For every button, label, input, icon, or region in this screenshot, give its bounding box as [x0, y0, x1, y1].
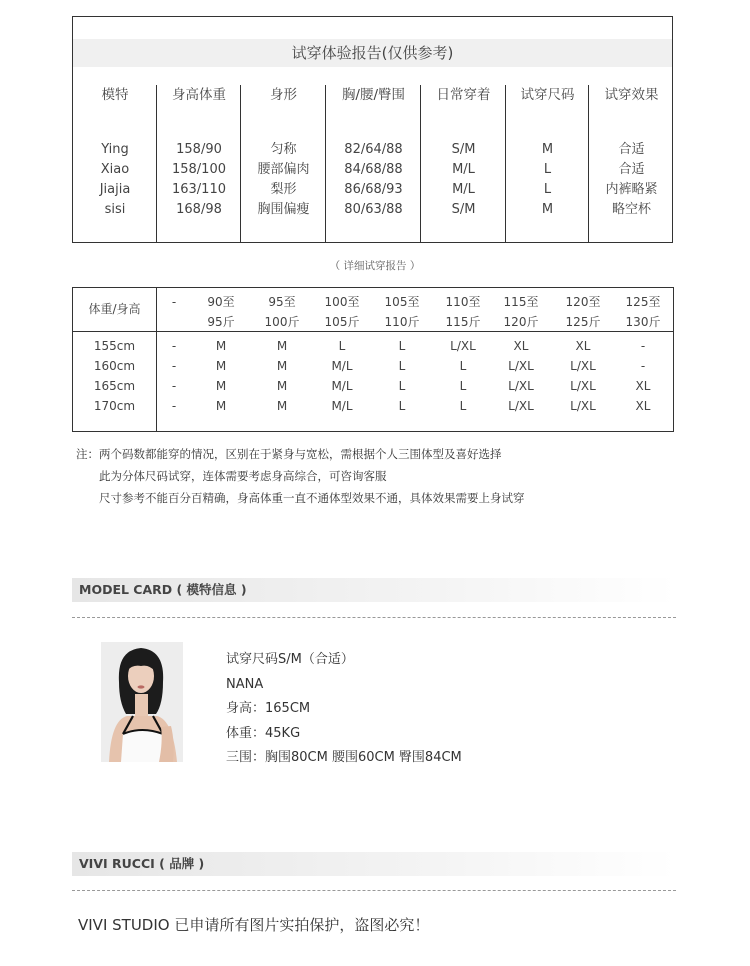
- table-cell: 80/63/88: [344, 202, 403, 217]
- notes: [76, 443, 525, 509]
- size-cell: -: [640, 359, 646, 373]
- table-cell: 82/64/88: [344, 142, 403, 157]
- table-cell: 梨形: [270, 182, 297, 197]
- weight-range-label: 95至: [268, 295, 296, 309]
- size-cell: L: [398, 339, 406, 353]
- column-header: 试穿尺码: [520, 87, 575, 103]
- size-cell: -: [640, 339, 646, 353]
- weight-range-header: [613, 292, 673, 332]
- column-divider: [588, 85, 589, 242]
- size-cell: M: [215, 339, 227, 353]
- table-cell: 86/68/93: [344, 182, 403, 197]
- weight-range-label: 110至: [445, 295, 481, 309]
- size-cell: M/L: [331, 359, 353, 373]
- note-line: 尺寸参考不能百分百精确，身高体重一直不通体型效果不通，具体效果需要上身试穿: [99, 491, 525, 505]
- table-cell: 合适: [618, 142, 645, 157]
- table-cell: Ying: [101, 142, 129, 157]
- size-cell: XL: [513, 339, 529, 353]
- weight-range-header: [491, 292, 551, 332]
- weight-range-label: 125至: [625, 295, 661, 309]
- table-cell: sisi: [104, 202, 126, 217]
- table-cell: L: [543, 182, 552, 197]
- column-header: 身形: [270, 87, 297, 103]
- size-cell: L/XL: [508, 379, 534, 393]
- size-cell: L: [459, 359, 467, 373]
- weight-range-label: 90至: [207, 295, 235, 309]
- copyright-notice: VIVI STUDIO 已申请所有图片实拍保护，盗图必究！: [78, 916, 430, 934]
- height-label: 160cm: [93, 359, 136, 373]
- column-body-shape: [241, 85, 326, 242]
- height-label: 155cm: [93, 339, 136, 353]
- size-cell: L: [398, 359, 406, 373]
- model-height: 身高：165CM: [226, 701, 311, 716]
- model-info: [226, 648, 462, 771]
- size-cell: L/XL: [508, 359, 534, 373]
- size-cell: L/XL: [508, 399, 534, 413]
- column-divider: [325, 85, 326, 242]
- brand-title: VIVI RUCCI ( 品牌 ): [79, 856, 205, 871]
- table-cell: S/M: [451, 142, 476, 157]
- table-cell: M: [541, 142, 554, 157]
- column-divider: [240, 85, 241, 242]
- model-size: 试穿尺码S/M（合适）: [226, 652, 354, 667]
- weight-range-label: 95斤: [207, 315, 235, 329]
- size-cell: -: [171, 359, 177, 373]
- model-name: NANA: [226, 676, 264, 692]
- weight-range-label: -: [171, 295, 177, 309]
- table-cell: 158/90: [176, 142, 222, 157]
- column-tried-size: [506, 85, 589, 242]
- size-cell: M/L: [331, 399, 353, 413]
- table-cell: 胸围偏瘦: [257, 202, 310, 217]
- weight-range-label: 105斤: [324, 315, 360, 329]
- table-cell: 略空杯: [611, 202, 651, 217]
- weight-range-header: [372, 292, 432, 332]
- model-photo: [101, 642, 183, 762]
- column-header: 日常穿着: [436, 87, 491, 103]
- weight-range-header: [553, 292, 613, 332]
- column-measurements: [326, 85, 421, 242]
- table-cell: 合适: [618, 162, 645, 177]
- size-cell: XL: [575, 339, 591, 353]
- fit-report-title: 试穿体验报告(仅供参考): [73, 39, 672, 67]
- note-line: 此为分体尺码试穿，连体需要考虑身高综合，可咨询客服: [99, 469, 387, 483]
- weight-range-header: [252, 292, 312, 332]
- size-cell: XL: [635, 399, 651, 413]
- table-cell: 168/98: [176, 202, 222, 217]
- size-cell: -: [171, 399, 177, 413]
- table-cell: M/L: [452, 162, 475, 177]
- height-label: 165cm: [93, 379, 136, 393]
- size-cell: L: [459, 379, 467, 393]
- table-cell: L: [543, 162, 552, 177]
- column-header: 试穿效果: [604, 87, 659, 103]
- table-cell: 内裤略紧: [605, 182, 658, 197]
- model-weight: 体重：45KG: [226, 725, 301, 741]
- size-cell: -: [171, 379, 177, 393]
- size-table: [72, 287, 674, 432]
- weight-range-label: 105至: [384, 295, 420, 309]
- size-cell: L: [338, 339, 346, 353]
- model-measurements: 三围：胸围80CM 腰围60CM 臀围84CM: [226, 750, 462, 765]
- size-cell: M/L: [331, 379, 353, 393]
- column-height-weight: [157, 85, 241, 242]
- weight-range-label: 120斤: [503, 315, 539, 329]
- dashed-divider: [72, 617, 676, 618]
- size-cell: L: [398, 379, 406, 393]
- table-cell: S/M: [451, 202, 476, 217]
- size-cell: L/XL: [450, 339, 476, 353]
- size-cell: L: [459, 399, 467, 413]
- dashed-divider: [72, 890, 676, 891]
- column-header: 胸/腰/臀围: [341, 87, 406, 103]
- column-divider: [505, 85, 506, 242]
- size-cell: -: [171, 339, 177, 353]
- weight-range-header: [312, 292, 372, 332]
- size-cell: M: [215, 399, 227, 413]
- weight-range-label: 100至: [324, 295, 360, 309]
- weight-range-label: 110斤: [384, 315, 420, 329]
- note-line: 注：两个码数都能穿的情况，区别在于紧身与宽松，需根据个人三围体型及喜好选择: [76, 447, 502, 461]
- size-cell: M: [276, 359, 288, 373]
- column-daily-size: [421, 85, 506, 242]
- column-divider: [420, 85, 421, 242]
- weight-range-label: 125斤: [565, 315, 601, 329]
- size-cell: M: [276, 399, 288, 413]
- table-cell: Jiajia: [99, 182, 131, 197]
- size-cell: XL: [635, 379, 651, 393]
- size-table-corner: 体重/身高: [88, 302, 141, 316]
- table-cell: 158/100: [171, 162, 226, 177]
- column-divider: [156, 85, 157, 242]
- table-cell: 腰部偏肉: [257, 162, 310, 177]
- size-cell: L: [398, 399, 406, 413]
- height-label: 170cm: [93, 399, 136, 413]
- table-cell: 163/110: [171, 182, 226, 197]
- size-cell: M: [276, 339, 288, 353]
- weight-range-label: 115斤: [445, 315, 481, 329]
- size-cell: M: [215, 379, 227, 393]
- weight-range-label: 100斤: [264, 315, 300, 329]
- table-cell: M: [541, 202, 554, 217]
- table-cell: M/L: [452, 182, 475, 197]
- size-cell: M: [276, 379, 288, 393]
- weight-range-label: 115至: [503, 295, 539, 309]
- column-header: 模特: [101, 87, 129, 103]
- size-cell: L/XL: [570, 399, 596, 413]
- size-cell: L/XL: [570, 379, 596, 393]
- model-card-title: MODEL CARD ( 模特信息 ): [79, 582, 247, 597]
- weight-range-header: [433, 292, 493, 332]
- weight-range-label: 130斤: [625, 315, 661, 329]
- table-cell: 匀称: [270, 142, 297, 157]
- fit-report-table: [72, 16, 673, 243]
- weight-range-header: [191, 292, 251, 332]
- column-model: [73, 85, 157, 242]
- table-cell: 84/68/88: [344, 162, 403, 177]
- column-header: 身高体重: [172, 87, 226, 103]
- model-card-header: [72, 578, 676, 602]
- size-cell: L/XL: [570, 359, 596, 373]
- detail-caption: （ 详细试穿报告 ）: [329, 260, 421, 272]
- brand-header: [72, 852, 676, 876]
- weight-range-label: 120至: [565, 295, 601, 309]
- size-cell: M: [215, 359, 227, 373]
- column-fit-effect: [589, 85, 674, 242]
- table-cell: Xiao: [100, 162, 130, 177]
